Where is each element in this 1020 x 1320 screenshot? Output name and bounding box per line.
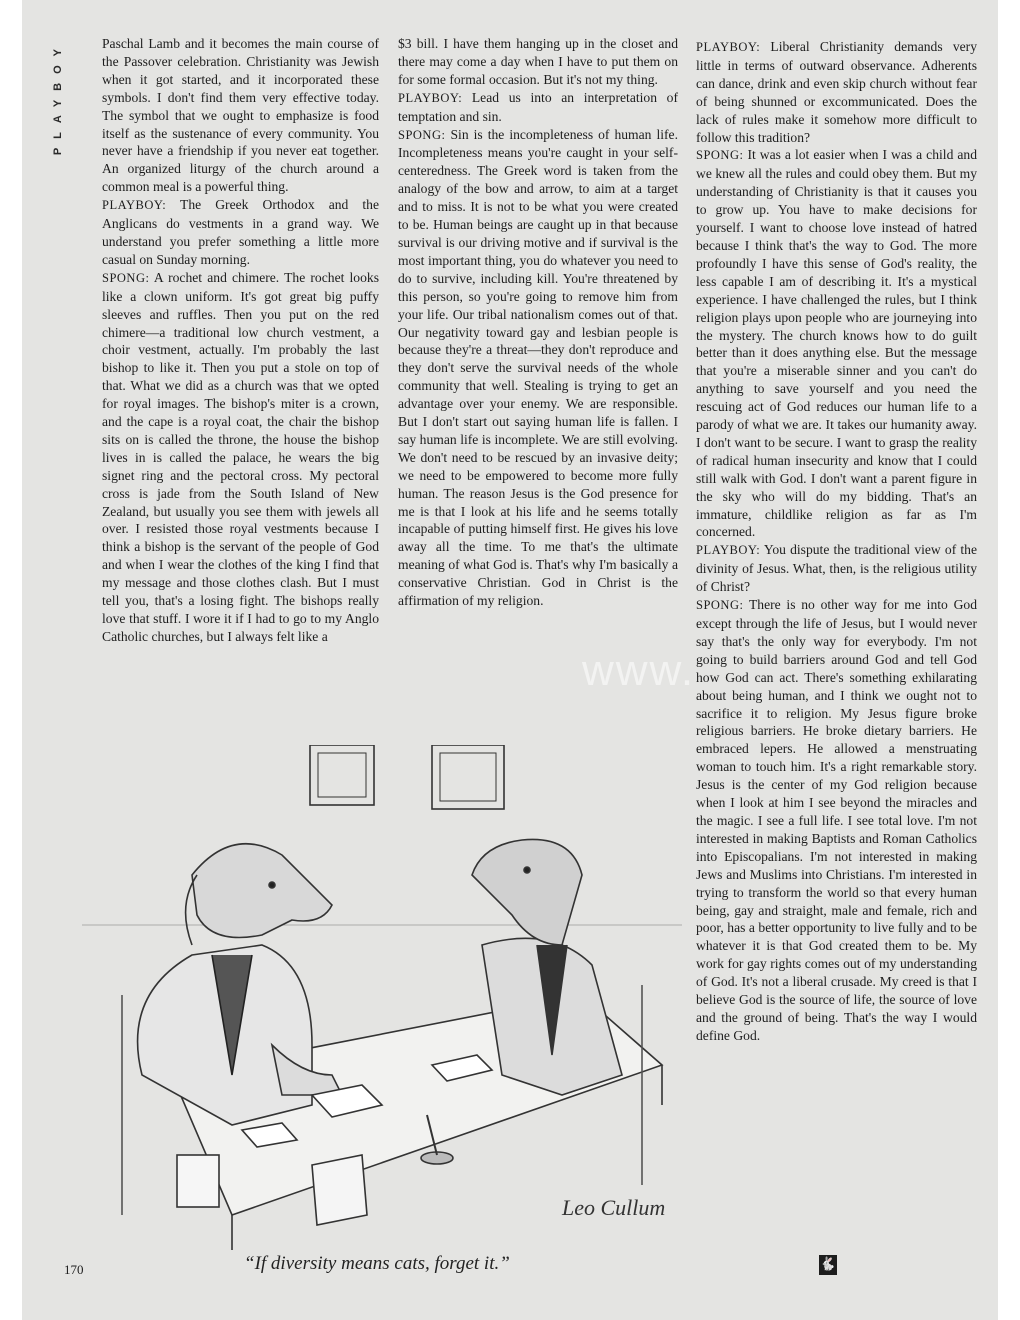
speaker-label: SPONG: — [696, 598, 744, 613]
paragraph — [696, 541, 977, 596]
watermark: www. — [582, 646, 696, 695]
right-dog-head — [472, 839, 582, 945]
paragraph-text: Lead us into an interpretation of temptation and sin. — [398, 89, 678, 124]
paragraph-text: You dispute the traditional view of the divinity of Jesus. What, then, is the religious utility of Christ? — [696, 542, 977, 595]
speaker-label: SPONG: — [398, 127, 446, 142]
cartoon-illustration — [82, 745, 682, 1255]
paragraph — [696, 596, 977, 1045]
paragraph-text: Paschal Lamb and it becomes the main course of the Passover celebration. Christianity was Jewish when it got started, and it incorporated these symbols. I don't find them very effective today. The symbol that we ought to emphasize is food itself as the sustenance of every community. You never have a friendship if you never eat together. An organized liturgy of the church around a common meal is a powerful thing. — [102, 36, 379, 195]
cartoon-caption: “If diversity means cats, forget it.” — [244, 1253, 510, 1274]
left-dog-head — [192, 844, 332, 938]
telephone — [177, 1155, 219, 1207]
speaker-label: SPONG: — [102, 270, 150, 285]
paragraph-text: The Greek Orthodox and the Anglicans do vestments in a grand way. We understand you prefer something a little more casual on Sunday morning. — [102, 197, 379, 267]
paragraph-text: $3 bill. I have them hanging up in the closet and there may come a day when I have to put them on for some formal occasion. But it's not my thing. — [398, 36, 678, 87]
speaker-label: PLAYBOY: — [398, 90, 463, 105]
wall-frame-right — [432, 745, 504, 809]
magazine-page — [22, 0, 998, 1320]
text-column-3 — [696, 38, 977, 1045]
speaker-label: PLAYBOY: — [696, 40, 761, 54]
wall-frame-left — [310, 745, 374, 805]
paragraph-text: Sin is the incompleteness of human life. Incompleteness means you're caught in your self-centeredness. The Greek word is taken from the analogy of the bow and arrow, to aim at a target and to miss. It is not to be what you were created to be. Human beings are caught up in that because survival is our driving motive and if survival is the most important thing, you do whatever you need to do to survive, including kill. You're threatened by this person, so you're going to remove him from your life. Our tribal nationalism comes out of that. Our negativity toward gay and lesbian people is because they're a threat—they don't reproduce and they don't serve the survival needs of the whole community that well. Stealing is trying to get an advantage over your enemy. We are responsible. But I don't start out saying human life is fallen. I say human life is incomplete. We are still evolving. We don't need to be rescued by an invasive deity; we need to be empowered to become more fully human. The reason Jesus is the God presence for me is that I look at his life and he seems totally incapable of putting himself first. He gives his love away all the time. To me that's the ultimate meaning of what God is. That's why I'm basically a conservative Christian. God in Christ is the affirmation of my religion. — [398, 126, 678, 609]
paragraph — [398, 35, 678, 89]
speaker-label: PLAYBOY: — [102, 198, 167, 213]
paragraph-text: There is no other way for me into God except through the life of Jesus, but I would never say that's the only way for everybody. I'm not going to build barriers around God and tell God how God can act. There's something exhilarating about being human, and I think we ought not to sacrifice it to religion. My Jesus figure broke religious barriers. He broke dietary barriers. He embraced lepers. He allowed a menstruating woman to touch him. It's a right remarkable story. Jesus is the center of my God religion because when I look at him I see beyond the miracles and the magic. I see a full life. I see total love. I'm not interested in making Baptists and Roman Catholics into Episcopalians. I'm not interested in making Jews and Muslims into Christians. I'm interested in trying to transform the world so that every human being, gay and straight, male and female, rich and poor, has a better opportunity to live fully and to be whatever it is that God created them to be. My work for gay rights comes out of my understanding of God. It's not a liberal crusade. My creed is that I believe God is the source of life, the source of love and the ground of being. That's the way I would define God. — [696, 597, 977, 1043]
paragraph — [696, 146, 977, 541]
paragraph — [102, 269, 379, 646]
playboy-bunny-icon: 🐇 — [819, 1255, 837, 1275]
paragraph-text: A rochet and chimere. The rochet looks like a clown uniform. It's got great big puffy sleeves and ruffles. Then you put on the red chimere—a traditional low church vestment, a choir vestment, actually. I'm probably the last bishop to like it. Then you put a stole on top of that. What we did as a church was that we opted for royal images. The bishop's miter is a crown, and the cape is a royal coat, the chair the bishop sits on is called the throne, the house the bishop lives in is called the palace, he wears the big signet ring and the pectoral cross. My pectoral cross is jade from the South Island of New Zealand, but usually you see them with jewels all over. I resisted those royal vestments because I think a bishop is the servant of the people of God and when I wear the clothes of the king I find that my message and those clothes clash. But I must tell you, that's a losing fight. The bishops really love that stuff. I wore it if I had to go to my Anglo Catholic churches, but I always felt like a — [102, 269, 379, 644]
speaker-label: SPONG: — [696, 148, 744, 163]
paragraph — [398, 126, 678, 610]
cartoonist-signature: Leo Cullum — [562, 1195, 666, 1220]
page-number: 170 — [64, 1262, 84, 1277]
paragraph — [398, 89, 678, 126]
text-column-1 — [102, 35, 379, 646]
paragraph — [696, 38, 977, 146]
paragraph-text: It was a lot easier when I was a child and we knew all the rules and could obey them. But my understanding of Christianity is that it causes you to grow up. You have to make decisions for yourself. I want to choose love instead of hatred because I think that's the way to God. The more profoundly I have this sense of God's reality, the less capable I am of describing it. It's a mystical experience. I have challenged the rules, but I think religion plays upon people who are journeying into the mystery. The church knows how to do guilt better than it does anything else. But the message that you're a miserable sinner and you can't do anything to save yourself and you need the rescuing act of God reduces our human life to a parody of what we are. It takes our humanity away. I don't want to be secure. I want to grasp the reality of radical human insecurity and know that I could still walk with God. I don't want a parent figure in the sky who will do my bidding. That's an immature, childlike religion as far as I'm concerned. — [696, 147, 977, 540]
paragraph — [102, 196, 379, 269]
paragraph — [102, 35, 379, 196]
paragraph-text: Liberal Christianity demands very little in terms of outward observance. Adherents can dance, drink and even skip church without fear of being shunned or excommunicated. Does the lack of rules make it somehow more difficult to follow this tradition? — [696, 39, 977, 145]
text-column-2 — [398, 35, 678, 610]
speaker-label: PLAYBOY: — [696, 543, 761, 558]
playboy-side-mark: PLAYBOY — [52, 40, 64, 156]
